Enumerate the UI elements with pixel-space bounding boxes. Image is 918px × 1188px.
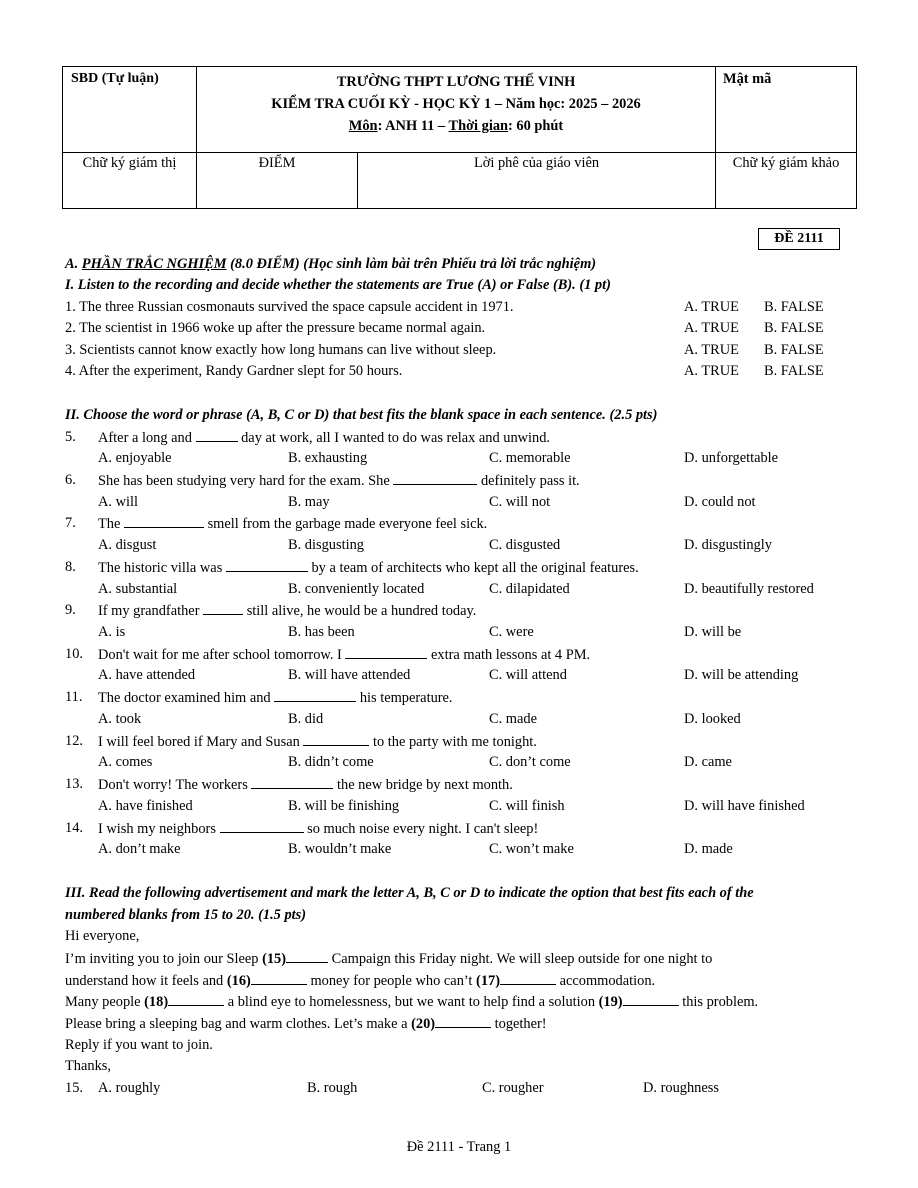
question-stem [98,515,487,532]
option-c: C. don’t come [489,754,571,770]
time-value: : 60 phút [508,118,564,134]
option-b: B. disgusting [288,537,364,553]
section-a-title: PHẦN TRẮC NGHIỆM [81,256,227,272]
question-number: 13. [65,776,83,792]
answer-blank [286,950,328,963]
score-label: ĐIỂM [258,155,296,171]
stem-before: Don't wait for me after school tomorrow. I [98,647,346,663]
part1-option-b: B. FALSE [764,299,824,315]
part1-item-text: 2. The scientist in 1966 woke up after the pressure became normal again. [65,320,486,336]
option-b: B. didn’t come [288,754,374,770]
answer-blank [124,515,204,528]
option-d: D. will be attending [684,667,799,683]
answer-blank [274,689,356,702]
option-b: B. wouldn’t make [288,841,392,857]
question-number: 5. [65,429,76,445]
answer-blank [303,733,369,746]
question-number: 8. [65,559,76,575]
ad-text: Campaign this Friday night. We will sleep outside for one night to [328,951,713,967]
question-stem [98,602,476,619]
ad-text: a blind eye to homelessness, but we want to help find a solution [224,994,599,1010]
option-d: D. disgustingly [684,537,772,553]
part1-item-text: 4. After the experiment, Randy Gardner slept for 50 hours. [65,363,403,379]
blank-number-18: (18) [144,994,169,1010]
option-a: A. took [98,711,142,727]
question-number: 6. [65,472,76,488]
stem-before: She has been studying very hard for the exam. She [98,473,394,489]
blank-number-17: (17) [476,973,501,989]
ad-line-3 [65,993,758,1010]
option-a: A. disgust [98,537,157,553]
stem-after: smell from the garbage made everyone feel sick. [203,516,488,532]
option-d: D. will have finished [684,798,805,814]
proctor-sig-label: Chữ ký giám thị [82,155,177,171]
option-b: B. may [288,494,330,510]
exam-title: KIỂM TRA CUỐI KỲ - HỌC KỲ 1 – Năm học: 2025 – 2026 [271,96,641,112]
ad-text: I’m inviting you to join our Sleep [65,951,263,967]
stem-after: to the party with me tonight. [369,734,537,750]
option-a: A. don’t make [98,841,181,857]
blank-number-15: (15) [262,951,287,967]
option-c: C. memorable [489,450,571,466]
part1-item-text: 3. Scientists cannot know exactly how long humans can live without sleep. [65,342,497,358]
answer-blank [168,993,224,1006]
stem-before: If my grandfather [98,603,204,619]
part1-option-b: B. FALSE [764,320,824,336]
answer-blank [203,602,243,615]
code-label: Mật mã [723,71,772,87]
ad-text: this problem. [678,994,759,1010]
answer-blank [226,559,308,572]
ad-line-4 [65,1015,547,1032]
option-a: A. have finished [98,798,193,814]
answer-blank [393,472,477,485]
stem-before: Don't worry! The workers [98,777,252,793]
part3-heading-line2: numbered blanks from 15 to 20. (1.5 pts) [65,907,307,923]
answer-blank [251,972,307,985]
answer-blank [251,776,333,789]
blank-number-19: (19) [598,994,623,1010]
option-c: C. will not [489,494,551,510]
stem-after: still alive, he would be a hundred today. [243,603,477,619]
option-c: C. will attend [489,667,567,683]
option-a: A. substantial [98,581,178,597]
comment-label: Lời phê của giáo viên [473,155,600,171]
option-b: B. exhausting [288,450,368,466]
option-b: B. conveniently located [288,581,425,597]
option-d: D. unforgettable [684,450,779,466]
blank-number-16: (16) [226,973,251,989]
question-stem [98,472,580,489]
option-b: B. rough [307,1080,358,1096]
part1-heading: I. Listen to the recording and decide whether the statements are True (A) or False (B). (1 pt) [65,277,611,293]
comment-cell [358,153,716,209]
stem-after: by a team of architects who kept all the original features. [307,560,639,576]
part1-option-b: B. FALSE [764,342,824,358]
subject-label: Môn [348,118,378,134]
ad-thanks: Thanks, [65,1058,111,1074]
section-a-prefix: A. [65,256,82,272]
answer-blank [345,646,427,659]
stem-before: I will feel bored if Mary and Susan [98,734,304,750]
ad-text: Many people [65,994,145,1010]
stem-after: day at work, all I wanted to do was relax and unwind. [237,430,551,446]
stem-before: The [98,516,124,532]
part1-option-a: A. TRUE [684,342,739,358]
option-d: D. roughness [643,1080,719,1096]
ad-text: accommodation. [556,973,656,989]
sbd-cell [63,67,197,153]
option-b: B. has been [288,624,355,640]
proctor-sig-cell [63,153,197,209]
ad-text: together! [491,1016,547,1032]
ad-text: understand how it feels and [65,973,227,989]
option-c: C. were [489,624,534,640]
part1-item-text: 1. The three Russian cosmonauts survived the space capsule accident in 1971. [65,299,514,315]
option-a: A. roughly [98,1080,161,1096]
option-a: A. will [98,494,138,510]
answer-blank [220,820,304,833]
question-number: 11. [65,689,83,705]
option-a: A. have attended [98,667,196,683]
question-number: 9. [65,602,76,618]
answer-blank [196,429,238,442]
option-c: C. dilapidated [489,581,570,597]
page-footer: Đề 2111 - Trang 1 [406,1139,512,1155]
answer-blank [623,993,679,1006]
option-d: D. beautifully restored [684,581,814,597]
part1-option-b: B. FALSE [764,363,824,379]
subject-value: : ANH 11 – [377,118,449,134]
part2-heading: II. Choose the word or phrase (A, B, C or D) that best fits the blank space in each sentence. (2.5 pts) [65,407,658,423]
option-c: C. rougher [482,1080,544,1096]
stem-before: I wish my neighbors [98,821,220,837]
question-stem [98,689,453,706]
code-cell [716,67,857,153]
ad-reply: Reply if you want to join. [65,1037,213,1053]
option-d: D. looked [684,711,741,727]
question-stem [98,646,590,663]
option-b: B. did [288,711,324,727]
exam-code-box: ĐỀ 2111 [758,228,840,250]
question-stem [98,733,537,750]
stem-after: his temperature. [356,690,453,706]
stem-after: extra math lessons at 4 PM. [427,647,591,663]
part1-option-a: A. TRUE [684,363,739,379]
examiner-sig-cell [716,153,857,209]
option-b: B. will have attended [288,667,411,683]
sbd-label: SBD (Tự luận) [71,71,159,86]
question-stem [98,820,538,837]
option-d: D. made [684,841,733,857]
stem-before: The historic villa was [98,560,226,576]
ad-text: money for people who can’t [306,973,477,989]
question-number: 15. [65,1080,83,1096]
question-stem [98,776,513,793]
score-cell [197,153,358,209]
option-c: C. will finish [489,798,565,814]
option-c: C. disgusted [489,537,561,553]
question-stem [98,429,550,446]
part3-heading-line1: III. Read the following advertisement and mark the letter A, B, C or D to indicate the option that best fits each of the [65,885,754,901]
examiner-sig-label: Chữ ký giám khảo [732,155,840,171]
header-table [62,66,857,209]
option-a: A. enjoyable [98,450,172,466]
ad-line-1 [65,950,712,967]
exam-title-cell [197,67,716,153]
option-a: A. comes [98,754,153,770]
school-name: TRƯỜNG THPT LƯƠNG THẾ VINH [336,74,576,90]
question-number: 14. [65,820,83,836]
stem-after: so much noise every night. I can't sleep! [303,821,539,837]
option-d: D. will be [684,624,742,640]
question-number: 7. [65,515,76,531]
ad-text: Please bring a sleeping bag and warm clothes. Let’s make a [65,1016,412,1032]
question-number: 10. [65,646,83,662]
ad-greeting: Hi everyone, [65,928,140,944]
stem-before: After a long and [98,430,196,446]
stem-after: definitely pass it. [477,473,580,489]
option-d: D. came [684,754,732,770]
section-a-heading [65,256,596,272]
option-d: D. could not [684,494,756,510]
stem-before: The doctor examined him and [98,690,275,706]
subject-line [197,115,715,137]
option-c: C. won’t make [489,841,574,857]
option-c: C. made [489,711,537,727]
answer-blank [500,972,556,985]
answer-blank [435,1015,491,1028]
option-b: B. will be finishing [288,798,400,814]
blank-number-20: (20) [411,1016,436,1032]
ad-line-2 [65,972,655,989]
question-stem [98,559,639,576]
stem-after: the new bridge by next month. [333,777,513,793]
section-a-detail: (8.0 ĐIỂM) (Học sinh làm bài trên Phiếu trả lời trắc nghiệm) [226,256,597,272]
question-number: 12. [65,733,83,749]
part1-option-a: A. TRUE [684,320,739,336]
time-label: Thời gian [448,118,509,134]
option-a: A. is [98,624,126,640]
part1-option-a: A. TRUE [684,299,739,315]
